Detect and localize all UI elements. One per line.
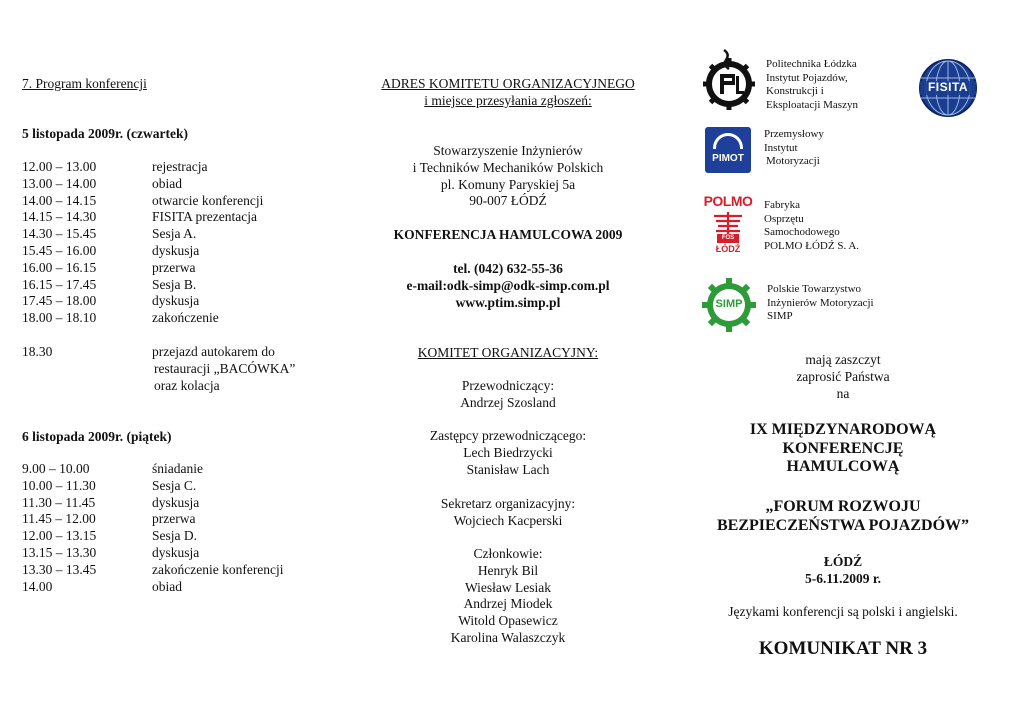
conference-title-line: IX MIĘDZYNARODOWĄ: [749, 421, 937, 438]
communique-number: KOMUNIKAT NR 3: [758, 638, 928, 659]
schedule-time: 14.15 – 14.30: [22, 209, 97, 225]
schedule-time: 11.30 – 11.45: [22, 494, 96, 510]
schedule-event: zakończenie: [152, 310, 219, 326]
day1-title: 5 listopada 2009r. (czwartek): [22, 126, 188, 141]
day2-schedule: [22, 461, 342, 595]
member-name: Andrzej Miodek: [463, 596, 553, 612]
venue-city: ŁÓDŹ: [823, 554, 863, 569]
invite-line: mają zaszczyt: [805, 352, 881, 367]
organizer-simp: [701, 277, 874, 333]
organizer-line: Eksploatacji Maszyn: [766, 98, 858, 111]
schedule-row: [22, 562, 342, 579]
venue-date: [700, 554, 986, 588]
organizer-line: Instytut Pojazdów,: [766, 71, 848, 84]
schedule-row: [22, 495, 342, 512]
simp-logo-text: SIMP: [715, 298, 743, 310]
deputies-block: [352, 428, 664, 478]
program-section-title: 7. Program konferencji: [22, 76, 147, 91]
fisita-logo: [918, 58, 978, 123]
polmo-logo-subtext: ŁÓDŹ: [715, 244, 741, 254]
organizer-politechnika: [702, 48, 858, 112]
chair-block: [352, 378, 664, 412]
invite-line: na: [836, 385, 850, 401]
schedule-event: Sesja B.: [152, 276, 197, 292]
schedule-time: 18.30: [22, 344, 53, 359]
schedule-row-cont: [22, 378, 342, 395]
schedule-event: rejestracja: [152, 159, 208, 174]
schedule-event: obiad: [152, 175, 182, 191]
organizer-text: [767, 283, 874, 324]
polmo-logo-text: POLMO: [703, 193, 753, 209]
schedule-time: 13.30 – 13.45: [22, 561, 97, 577]
schedule-time: 14.30 – 15.45: [22, 226, 97, 242]
organizer-pimot: [705, 127, 824, 173]
contact-phone: tel. (042) 632-55-36: [453, 261, 563, 276]
schedule-time: 12.00 – 13.00: [22, 159, 97, 174]
schedule-time: 12.00 – 13.15: [22, 528, 97, 544]
schedule-row: [22, 159, 342, 176]
schedule-row: [22, 243, 342, 260]
schedule-row: [22, 478, 342, 495]
schedule-event: przerwa: [152, 511, 196, 527]
day1-schedule: [22, 159, 342, 327]
schedule-event: oraz kolacja: [154, 377, 220, 393]
conference-title-line: KONFERENCJĘ: [782, 439, 904, 457]
schedule-row: [22, 310, 342, 327]
conference-dates: 5-6.11.2009 r.: [804, 570, 881, 586]
schedule-row: [22, 579, 342, 596]
member-name: Karolina Walaszczyk: [450, 629, 566, 645]
schedule-time: 9.00 – 10.00: [22, 461, 90, 476]
address-line: pl. Komuny Paryskiej 5a: [440, 176, 576, 192]
schedule-time: 18.00 – 18.10: [22, 310, 97, 326]
schedule-event: dyskusja: [152, 544, 200, 560]
schedule-time: 14.00: [22, 578, 53, 594]
contact-website[interactable]: www.ptim.simp.pl: [455, 294, 561, 310]
address-line: i Techników Mechaników Polskich: [412, 159, 604, 175]
pimot-logo-text: PIMOT: [712, 153, 744, 164]
organizer-line: POLMO ŁÓDŹ S. A.: [764, 239, 860, 252]
schedule-time: 13.00 – 14.00: [22, 175, 97, 191]
organizer-line: Inżynierów Motoryzacji: [767, 296, 874, 309]
schedule-time: 11.45 – 12.00: [22, 511, 96, 527]
schedule-event: restauracji „BACÓWKA”: [154, 360, 296, 376]
schedule-time: 10.00 – 11.30: [22, 477, 96, 493]
address-block: [352, 143, 664, 210]
deputy-name: Lech Biedrzycki: [463, 444, 553, 460]
evening-event: [22, 344, 342, 394]
schedule-event: Sesja D.: [152, 528, 197, 544]
schedule-time: 17.45 – 18.00: [22, 293, 97, 309]
organizer-line: Fabryka: [764, 199, 801, 211]
organizer-text: [766, 58, 858, 112]
organizer-polmo: [703, 193, 859, 255]
members-block: [352, 546, 664, 647]
chair-name: Andrzej Szosland: [460, 394, 556, 410]
organizer-line: Polskie Towarzystwo: [767, 283, 862, 295]
polmo-logo-icon: [703, 193, 753, 255]
organizer-line: Instytut: [764, 141, 798, 154]
member-name: Henryk Bil: [477, 562, 539, 578]
schedule-time: 15.45 – 16.00: [22, 242, 97, 258]
address-heading-line: ADRES KOMITETU ORGANIZACYJNEGO: [381, 76, 635, 91]
schedule-event: Sesja A.: [152, 226, 197, 242]
polmo-mark-text: FOS: [721, 235, 735, 241]
forum-title-line: BEZPIECZEŃSTWA POJAZDÓW”: [716, 517, 970, 534]
member-name: Wiesław Lesiak: [464, 579, 552, 595]
member-name: Witold Opasewicz: [458, 613, 558, 629]
schedule-row: [22, 176, 342, 193]
languages-note: Językami konferencji są polski i angielski.: [728, 604, 958, 619]
schedule-row: [22, 344, 342, 361]
pimot-logo-icon: [705, 127, 751, 173]
schedule-row: [22, 528, 342, 545]
organizer-line: Samochodowego: [764, 226, 840, 239]
schedule-event: Sesja C.: [152, 477, 197, 493]
politechnika-gear-logo-icon: [702, 48, 756, 112]
organizer-line: Przemysłowy: [764, 128, 824, 140]
organizer-line: SIMP: [767, 310, 793, 323]
forum-title: [700, 497, 986, 535]
schedule-row: [22, 545, 342, 562]
secretary-label: Sekretarz organizacyjny:: [440, 496, 576, 511]
address-line: 90-007 ŁÓDŹ: [469, 193, 547, 209]
organizer-text: [764, 199, 859, 253]
schedule-time: 13.15 – 13.30: [22, 544, 97, 560]
address-line: Stowarzyszenie Inżynierów: [433, 143, 583, 158]
schedule-event: dyskusja: [152, 494, 200, 510]
schedule-time: 14.00 – 14.15: [22, 192, 97, 208]
deputy-name: Stanisław Lach: [466, 461, 550, 477]
schedule-event: zakończenie konferencji: [152, 561, 284, 577]
schedule-event: przejazd autokarem do: [152, 344, 275, 359]
deputies-label: Zastępcy przewodniczącego:: [429, 428, 587, 443]
forum-title-line: „FORUM ROZWOJU: [765, 498, 921, 515]
schedule-row: [22, 260, 342, 277]
schedule-row: [22, 461, 342, 478]
organizer-line: Politechnika Łódzka: [766, 58, 857, 70]
schedule-row: [22, 193, 342, 210]
schedule-row-cont: [22, 361, 342, 378]
schedule-event: dyskusja: [152, 293, 200, 309]
secretary-name: Wojciech Kacperski: [453, 512, 563, 528]
schedule-event: śniadanie: [152, 461, 203, 476]
address-heading: [352, 76, 664, 110]
schedule-row: [22, 226, 342, 243]
day2-title: 6 listopada 2009r. (piątek): [22, 429, 172, 444]
organizer-line: Motoryzacji: [766, 155, 820, 168]
committee-heading: KOMITET ORGANIZACYJNY:: [417, 345, 599, 360]
secretary-block: [352, 496, 664, 530]
conference-title-line: HAMULCOWĄ: [786, 458, 900, 475]
organizer-text: [764, 128, 824, 169]
schedule-row: [22, 209, 342, 226]
schedule-event: obiad: [152, 578, 182, 594]
schedule-row: [22, 277, 342, 294]
conference-title: [700, 421, 986, 477]
chair-label: Przewodniczący:: [461, 378, 555, 393]
members-label: Członkowie:: [473, 546, 543, 561]
schedule-time: 16.15 – 17.45: [22, 276, 97, 292]
fisita-logo-text: FISITA: [927, 80, 969, 94]
invite-line: zaprosić Państwa: [796, 368, 890, 384]
contact-block: [352, 261, 664, 311]
schedule-event: otwarcie konferencji: [152, 192, 264, 208]
organizer-line: Osprzętu: [764, 212, 804, 225]
schedule-event: dyskusja: [152, 242, 200, 258]
schedule-time: 16.00 – 16.15: [22, 259, 97, 275]
invitation-text: [700, 352, 986, 402]
schedule-event: przerwa: [152, 259, 196, 275]
conference-name: KONFERENCJA HAMULCOWA 2009: [393, 227, 623, 242]
schedule-event: FISITA prezentacja: [152, 209, 258, 225]
address-heading-line: i miejsce przesyłania zgłoszeń:: [424, 92, 592, 108]
schedule-row: [22, 511, 342, 528]
schedule-row: [22, 293, 342, 310]
organizer-line: Konstrukcji i: [766, 85, 824, 98]
contact-email[interactable]: e-mail:odk-simp@odk-simp.com.pl: [406, 277, 610, 293]
